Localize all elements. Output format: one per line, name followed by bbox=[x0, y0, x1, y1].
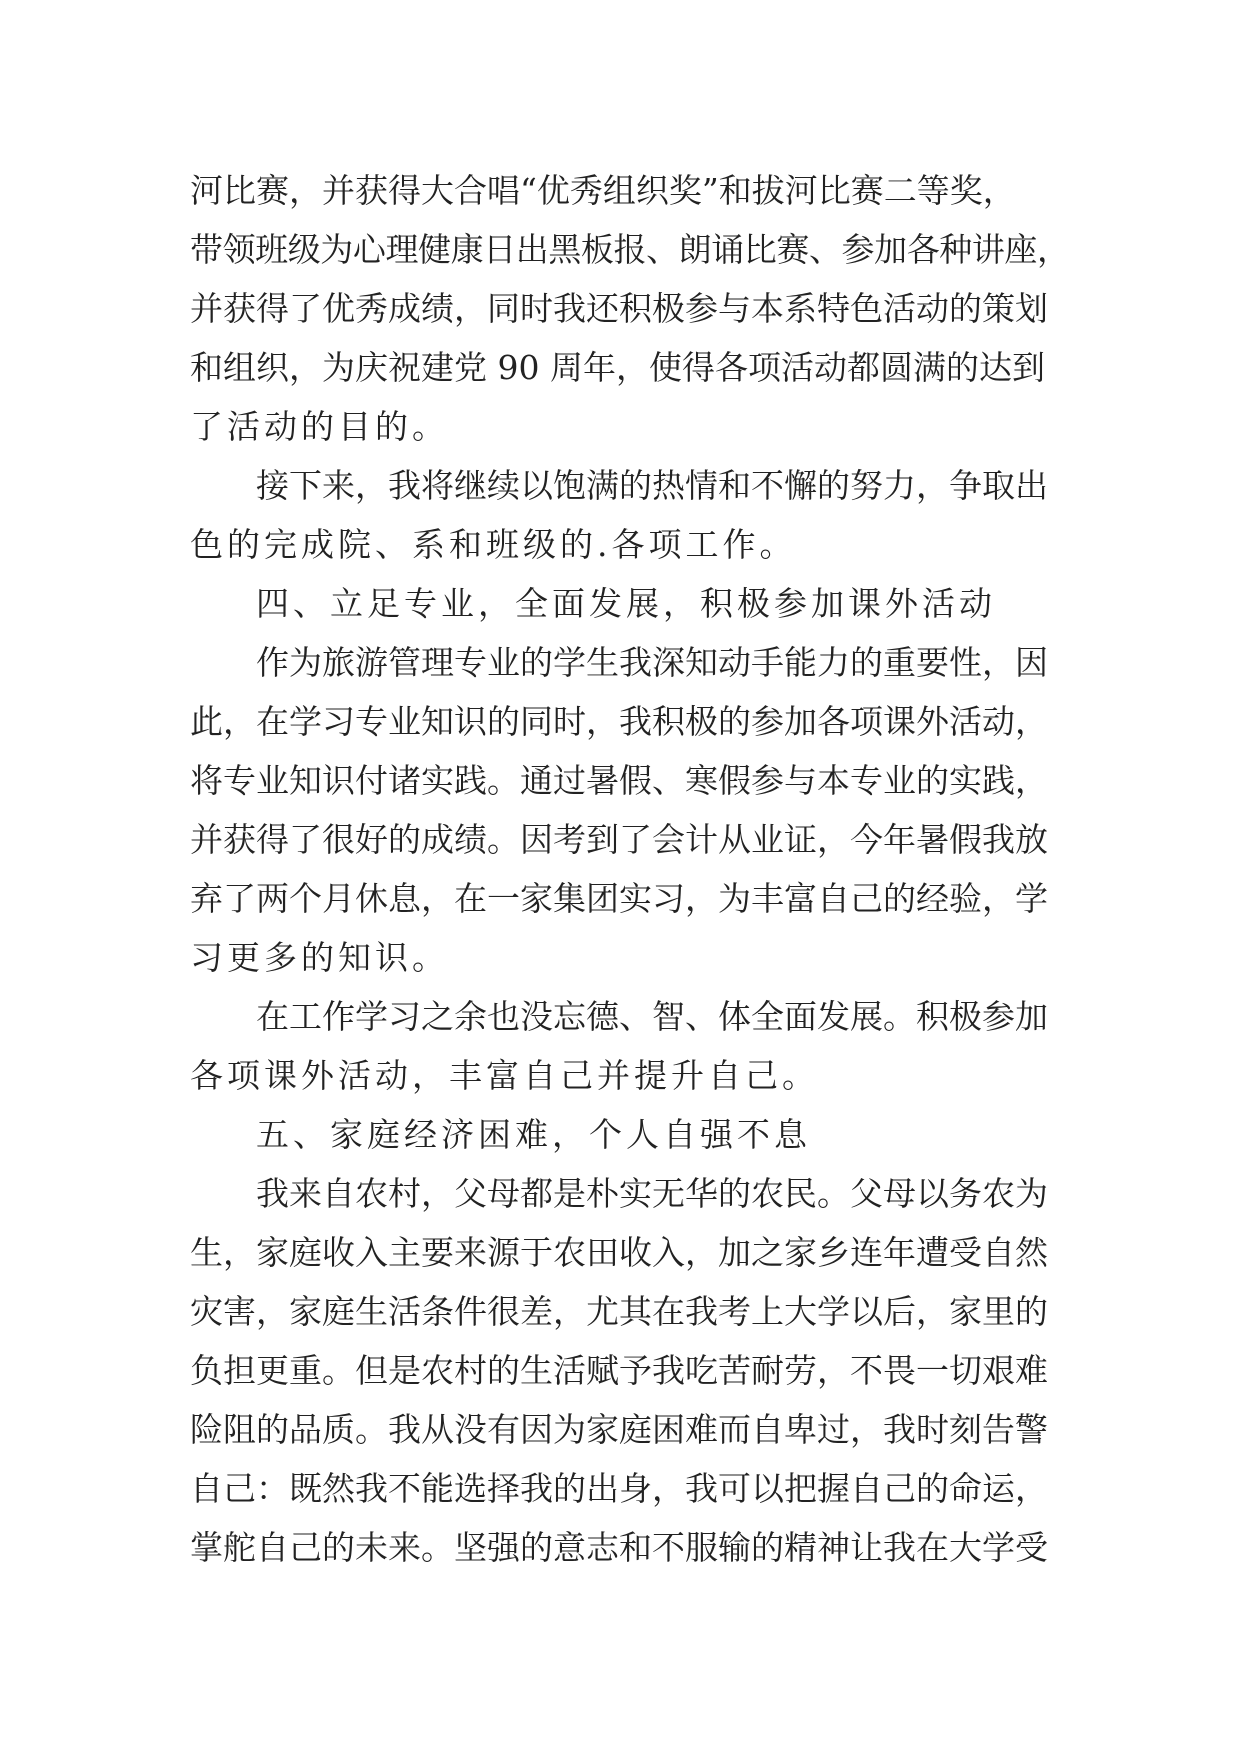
text-line: 带领班级为心理健康日出黑板报、朗诵比赛、参加各种讲座， bbox=[190, 230, 1070, 269]
text-line: 接下来，我将继续以饱满的热情和不懈的努力，争取出 bbox=[256, 466, 1048, 505]
text-line: 自己：既然我不能选择我的出身，我可以把握自己的命运， bbox=[190, 1469, 1048, 1508]
text-line: 险阻的品质。我从没有因为家庭困难而自卑过，我时刻告警 bbox=[190, 1410, 1048, 1449]
text-line: 了活动的目的。 bbox=[190, 407, 449, 446]
text-line: 作为旅游管理专业的学生我深知动手能力的重要性，因 bbox=[256, 643, 1048, 682]
text-line: 各项课外活动，丰富自己并提升自己。 bbox=[190, 1056, 819, 1095]
text-line: 习更多的知识。 bbox=[190, 938, 449, 977]
section-heading: 四、立足专业，全面发展，积极参加课外活动 bbox=[256, 584, 996, 623]
text-line: 并获得了优秀成绩，同时我还积极参与本系特色活动的策划 bbox=[190, 289, 1048, 328]
text-line: 我来自农村，父母都是朴实无华的农民。父母以务农为 bbox=[256, 1174, 1048, 1213]
text-line: 和组织，为庆祝建党 90 周年，使得各项活动都圆满的达到 bbox=[190, 348, 1045, 387]
text-line: 并获得了很好的成绩。因考到了会计从业证，今年暑假我放 bbox=[190, 820, 1048, 859]
text-line: 将专业知识付诸实践。通过暑假、寒假参与本专业的实践， bbox=[190, 761, 1048, 800]
text-line: 弃了两个月休息，在一家集团实习，为丰富自己的经验，学 bbox=[190, 879, 1048, 918]
text-line: 此，在学习专业知识的同时，我积极的参加各项课外活动， bbox=[190, 702, 1048, 741]
text-line: 色的完成院、系和班级的.各项工作。 bbox=[190, 525, 797, 564]
section-heading: 五、家庭经济困难，个人自强不息 bbox=[256, 1115, 811, 1154]
text-line: 灾害，家庭生活条件很差，尤其在我考上大学以后，家里的 bbox=[190, 1292, 1048, 1331]
text-line: 掌舵自己的未来。坚强的意志和不服输的精神让我在大学受 bbox=[190, 1528, 1048, 1567]
text-line: 负担更重。但是农村的生活赋予我吃苦耐劳，不畏一切艰难 bbox=[190, 1351, 1048, 1390]
text-line: 在工作学习之余也没忘德、智、体全面发展。积极参加 bbox=[256, 997, 1048, 1036]
text-line: 生，家庭收入主要来源于农田收入，加之家乡连年遭受自然 bbox=[190, 1233, 1048, 1272]
text-line: 河比赛，并获得大合唱“优秀组织奖”和拔河比赛二等奖， bbox=[190, 171, 1016, 210]
